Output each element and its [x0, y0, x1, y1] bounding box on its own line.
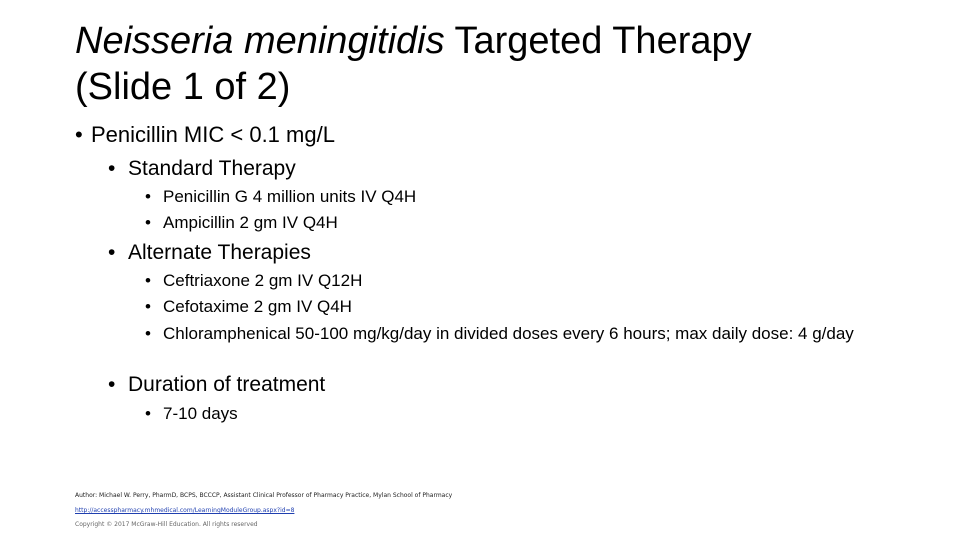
bullet-duration: [108, 372, 325, 397]
bullet-alternate-therapies: [108, 240, 311, 265]
bullet-standard-therapy: [108, 156, 296, 181]
bullet-dot: •: [145, 404, 151, 423]
bullet-text: Cefotaxime 2 gm IV Q4H: [163, 297, 352, 316]
bullet-7-10-days: [145, 403, 863, 424]
bullet-dot: •: [75, 122, 83, 147]
bullet-dot: •: [145, 213, 151, 232]
bullet-text: Ceftriaxone 2 gm IV Q12H: [163, 271, 363, 290]
bullet-text: Alternate Therapies: [128, 241, 311, 264]
bullet-cefotaxime: [145, 296, 863, 317]
slide-title: [75, 18, 915, 110]
bullet-dot: •: [108, 241, 116, 264]
title-organism: Neisseria meningitidis: [75, 20, 445, 62]
bullet-text: Penicillin G 4 million units IV Q4H: [163, 187, 417, 206]
footer-link[interactable]: http://accesspharmacy.mhmedical.com/LearningModuleGroup.aspx?id=8: [75, 507, 295, 514]
title-rest: Targeted Therapy: [444, 20, 752, 62]
bullet-dot: •: [108, 157, 116, 180]
bullet-text: Chloramphenical 50-100 mg/kg/day in divided doses every 6 hours; max daily dose: 4 g/day: [163, 324, 854, 343]
bullet-text: Ampicillin 2 gm IV Q4H: [163, 213, 338, 232]
bullet-dot: •: [145, 297, 151, 316]
bullet-text: Penicillin MIC < 0.1 mg/L: [91, 122, 335, 147]
bullet-dot: •: [145, 271, 151, 290]
bullet-ceftriaxone: [145, 270, 863, 291]
bullet-penicillin-mic: [75, 122, 335, 148]
bullet-penicillin-g: [145, 186, 863, 207]
bullet-text: Duration of treatment: [128, 373, 326, 396]
footer-author: Author: Michael W. Perry, PharmD, BCPS, BCCCP, Assistant Clinical Professor of Pharmacy Practice, Mylan School of Pharmacy: [75, 492, 453, 499]
title-line2: (Slide 1 of 2): [75, 66, 291, 108]
bullet-dot: •: [108, 373, 116, 396]
bullet-dot: •: [145, 187, 151, 206]
bullet-chloramphenicol: [145, 323, 863, 344]
footer-copyright: Copyright © 2017 McGraw-Hill Education. All rights reserved: [75, 521, 258, 528]
bullet-ampicillin: [145, 212, 863, 233]
bullet-text: Standard Therapy: [128, 157, 296, 180]
bullet-dot: •: [145, 324, 151, 343]
bullet-text: 7-10 days: [163, 404, 238, 423]
